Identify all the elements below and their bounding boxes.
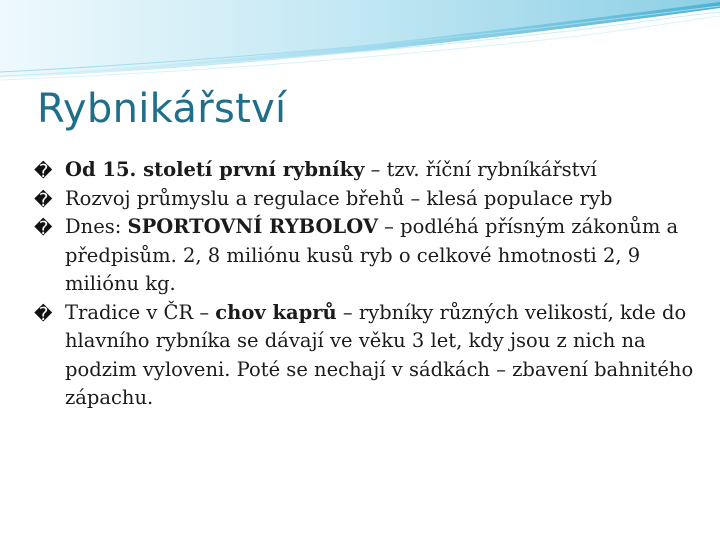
bullet-text: – podléhá přísným zákonům a předpisům. 2, 8 miliónu kusů ryb o celkové hmotnosti 2, 9 miliónu kg. [65,215,679,295]
bullet-text: Rozvoj průmyslu a regulace břehů – klesá populace ryb [65,186,613,210]
bullet-bold-text: SPORTOVNÍ RYBOLOV [127,215,378,238]
bullet-marker-icon: � [34,303,53,325]
bullet-item [34,156,704,185]
bullet-marker-icon: � [34,161,53,182]
bullet-marker-icon: � [34,218,53,239]
bullet-text: Tradice v ČR – [65,300,216,324]
bullet-text: – rybníky různých velikostí, kde do hlavního rybníka se dávají ve věku 3 let, kdy jsou z nich na podzim vyloveni. Poté se nechají v sádkách – zbavení bahnitého zápachu. [65,300,694,409]
header-wave-decoration [0,0,720,90]
slide-title: Rybnikářství [37,86,287,132]
bullet-text: Dnes: [65,215,128,238]
bullet-text: – tzv. říční rybníkářství [364,158,597,181]
bullet-item [34,299,704,413]
bullet-marker-icon: � [34,189,53,211]
bullet-item [34,213,704,299]
bullet-list [34,156,704,413]
bullet-item [34,185,704,214]
bullet-bold-text: chov kaprů [215,300,337,324]
bullet-bold-text: Od 15. století první rybníky [65,158,365,181]
